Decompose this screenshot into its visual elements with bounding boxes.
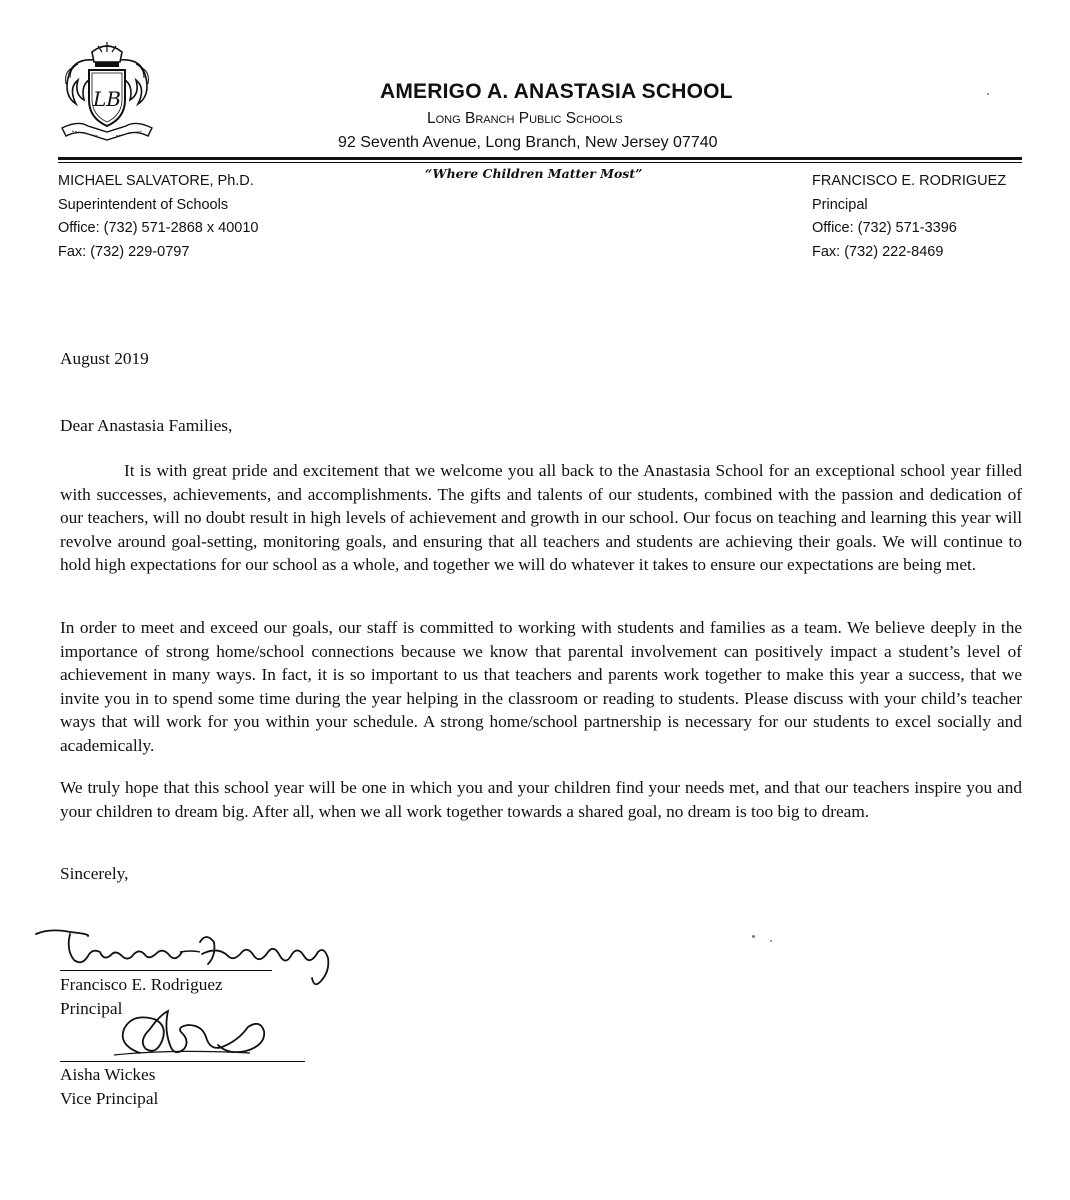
superintendent-fax: Fax: (732) 229-0797: [58, 243, 190, 260]
school-crest-logo: [58, 38, 156, 144]
superintendent-contact: [58, 170, 258, 264]
principal-contact: [812, 170, 1006, 264]
superintendent-title: Superintendent of Schools: [58, 196, 229, 213]
letter-paragraph-2: In order to meet and exceed our goals, our staff is committed to working with students and families as a team. We believe deeply in the importance of strong home/school connections because we know that parental involvement can positively impact a student’s level of achievement in many ways. In fact, it is so important to us that teachers and parents work together to make this year a success, that we invite you in to spend some time during the year helping in the classroom or reading to students. Please discuss with your child’s teacher ways that will work for you within your schedule. A strong home/school partnership is necessary for our students to excel socially and academically.: [60, 618, 1022, 755]
district-name: Long Branch Public Schools: [427, 110, 623, 127]
superintendent-name: MICHAEL SALVATORE, Ph.D.: [58, 173, 254, 189]
school-motto: “Where Children Matter Most”: [425, 166, 643, 181]
school-name: AMERIGO A. ANASTASIA SCHOOL: [380, 80, 733, 103]
signature-line-2: [60, 1061, 305, 1062]
signer-2-name: Aisha Wickes: [60, 1065, 156, 1084]
letter-paragraph-1: It is with great pride and excitement that we welcome you all back to the Anastasia School for an exceptional school year filled with successes, achievements, and accomplishments. The gifts and talents of our students, combined with the passion and dedication of our teachers, will no doubt result in high levels of achievement and growth in our school. Our focus on teaching and learning this year will revolve around goal-setting, monitoring goals, and ensuring that all teachers and students are achieving their goals. We will continue to hold high expectations for our school as a whole, and together we will do whatever it takes to ensure our expectations are being met.: [60, 461, 1022, 575]
principal-title: Principal: [812, 196, 868, 213]
letter-closing: Sincerely,: [60, 864, 129, 883]
signer-1-name: Francisco E. Rodriguez: [60, 975, 223, 994]
principal-office-phone: Office: (732) 571-3396: [812, 220, 957, 236]
scan-speck: [987, 93, 989, 95]
signer-1-title: Principal: [60, 998, 123, 1018]
letter-salutation: Dear Anastasia Families,: [60, 416, 233, 435]
signer-2-title: Vice Principal: [60, 1088, 159, 1108]
letterhead-divider-thick: [58, 157, 1022, 160]
school-address: 92 Seventh Avenue, Long Branch, New Jersey 07740: [338, 134, 718, 151]
signature-line-1: [60, 970, 272, 971]
scan-speck: [752, 935, 755, 938]
letter-paragraph-3: We truly hope that this school year will be one in which you and your children find your needs met, and that our teachers inspire you and your children to dream big. After all, when we all work together towards a shared goal, no dream is too big to dream.: [60, 778, 1022, 821]
svg-text:LB: LB: [93, 87, 121, 111]
letterhead-divider-thin: [58, 162, 1022, 163]
superintendent-office-phone: Office: (732) 571-2868 x 40010: [58, 220, 259, 236]
letter-date: August 2019: [60, 349, 149, 368]
principal-fax: Fax: (732) 222-8469: [812, 243, 944, 260]
signer-block-2: [60, 1063, 158, 1110]
scan-speck: [770, 940, 772, 942]
principal-name: FRANCISCO E. RODRIGUEZ: [812, 173, 1007, 189]
